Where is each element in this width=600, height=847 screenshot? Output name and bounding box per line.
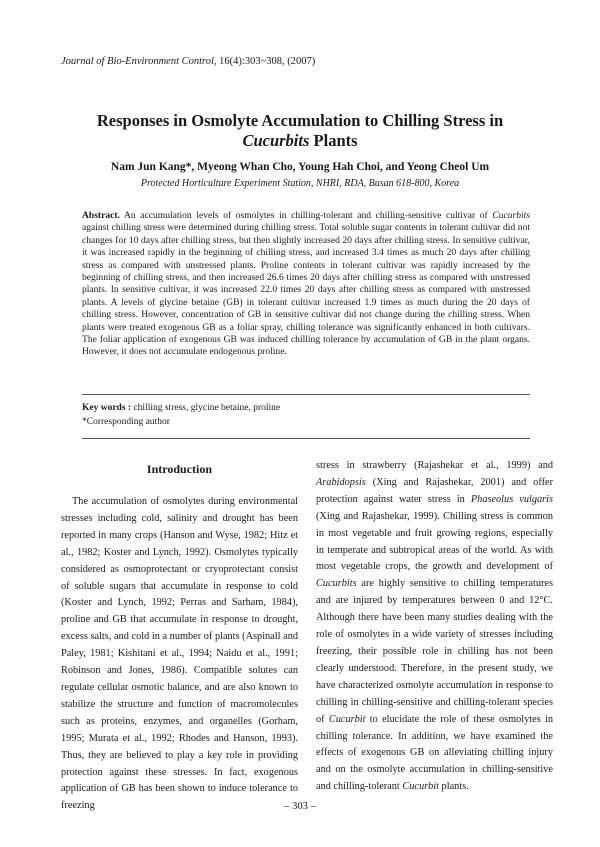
title-italic-word: Cucurbits	[242, 131, 310, 150]
intro-text-seg-3: (Xing and Rajashekar, 1999). Chilling stress is common in most vegetable and fruit growing regions, especially in temperate and subtropical areas of the world. As with most vegetable crops, the growth and development of	[316, 510, 553, 573]
journal-name: Journal of Bio-Environment Control	[61, 56, 214, 67]
intro-text-seg-4: are highly sensitive to chilling temperatures and are injured by temperatures between 0 and 12°C. Although there have been many studies dealing with the role of osmolytes in a wide variety of stresses including freezing, their possible role in chilling has not been clearly understood. Therefore, in the present study, we have characterized osmolyte accumulation in response to chilling in chilling-sensitive and chilling-tolerant species of	[316, 578, 553, 725]
abstract-text-1: An accumulation levels of osmolytes in chilling-tolerant and chilling-sensitive cultivar of	[119, 210, 493, 221]
author-list: Nam Jun Kang*, Myeong Whan Cho, Young Hah Choi, and Yeong Cheol Um	[110, 161, 490, 173]
intro-italic-1: Arabidopsis	[316, 476, 366, 488]
intro-paragraph-1: The accumulation of osmolytes during environmental stresses including cold, salinity and drought has been reported in many crops (Hanson and Wyse, 1982; Hitz et al., 1982; Koster and Lynch, 1992). Osmolytes typically considered as osmoprotectant or cryoprotectant consist of soluble sugars that accumulate in response to cold (Koster and Lynch, 1992; Perras and Sarham, 1984), proline and GB that accumulate in response to drought, excess salts, and cold in a number of plants (Aspinall and Paley, 1981; Kishitani et al., 1994; Naidu et al., 1991; Robinson and Jones, 1986). Compatible solutes can regulate cellular osmotic balance, and are also known to stabilize the structure and function of macromolecules such as proteins, enzymes, and organelles (Gorham, 1995; Murata et al., 1992; Rhodes and Hanson, 1993). Thus, they are believed to play a key role in providing protection against these stresses. In fact, exogenous application of GB has been shown to induce tolerance to freezing	[61, 496, 298, 812]
left-column	[61, 460, 298, 815]
journal-citation	[61, 56, 315, 67]
keywords-text: chilling stress, glycine betaine, proline	[131, 403, 281, 413]
intro-italic-3: Cucurbits	[316, 578, 357, 590]
intro-italic-4: Cucurbit	[328, 713, 366, 725]
paper-title	[40, 111, 560, 151]
affiliation: Protected Horticulture Experiment Station, NHRI, RDA, Busan 618-800, Korea	[140, 178, 460, 189]
corresponding-author-note: *Corresponding author	[82, 417, 170, 427]
intro-text-seg-6: plants.	[438, 781, 469, 793]
journal-volume: , 16(4):303~308, (2007)	[213, 56, 316, 67]
intro-italic-5: Cucurbit	[402, 781, 439, 793]
intro-italic-2: Phaseolus vulgaris	[470, 493, 553, 505]
abstract-label: Abstract.	[82, 210, 120, 221]
right-column	[316, 458, 553, 796]
keywords-label: Key words :	[82, 403, 132, 413]
keywords-line	[82, 401, 530, 415]
abstract	[82, 210, 530, 359]
keywords-block	[82, 401, 530, 429]
abstract-text-2: against chilling stress were determined during chilling stress. Total soluble sugar contents in tolerant cultivar did not changes for 10 days after chilling stress, but then slightly increased 20 days after chilling stress. In sensitive cultivar, it was increased rapidly in the beginning of chilling stress, and increased 3.4 times as much 20 days after chilling stress as compared with unstressed plants. Proline contents in tolerant cultivar was rapidly increased by the beginning of chilling stress, and then increased 26.6 times 20 days after chilling stress as compared with unstressed plants. In sensitive cultivar, it was increased 22.0 times 20 days after chilling stress as compared with unstressed plants. A levels of glycine betaine (GB) in tolerant cultivar increased 1.9 times as much during the 20 days of chilling stress. However, concentration of GB in sensitive cultivar did not change during the chilling stress. When plants were treated exogenous GB as a foliar spray, chilling tolerance was significantly enhanced in both cultivars. The foliar application of exogenous GB was induced chilling tolerance by accumulation of GB in the plant organs. However, it does not accumulate endogenous proline.	[82, 222, 530, 358]
divider-top	[82, 394, 530, 395]
abstract-italic: Cucurbits	[492, 210, 530, 221]
intro-text-seg-1: stress in strawberry (Rajashekar et al., 1999) and	[316, 460, 553, 471]
section-heading-introduction: Introduction	[146, 462, 213, 476]
page-number: – 303 –	[283, 801, 317, 812]
intro-text-seg-2: (Xing and Rajashekar, 2001) and offer protection against water stress in	[316, 476, 553, 505]
divider-bottom	[82, 438, 530, 439]
intro-text-seg-5: to elucidate the role of these osmolytes in chilling tolerance. In addition, we have examined the effects of exogenous GB on alleviating chilling injury and on the osmolyte accumulation in chilling-sensitive and chilling-tolerant	[316, 713, 553, 793]
page-number-value: 303	[292, 801, 308, 812]
intro-paragraph-continued	[316, 458, 553, 796]
title-line-2: Plants	[309, 131, 358, 150]
title-line-1: Responses in Osmolyte Accumulation to Chilling Stress in	[96, 111, 504, 130]
